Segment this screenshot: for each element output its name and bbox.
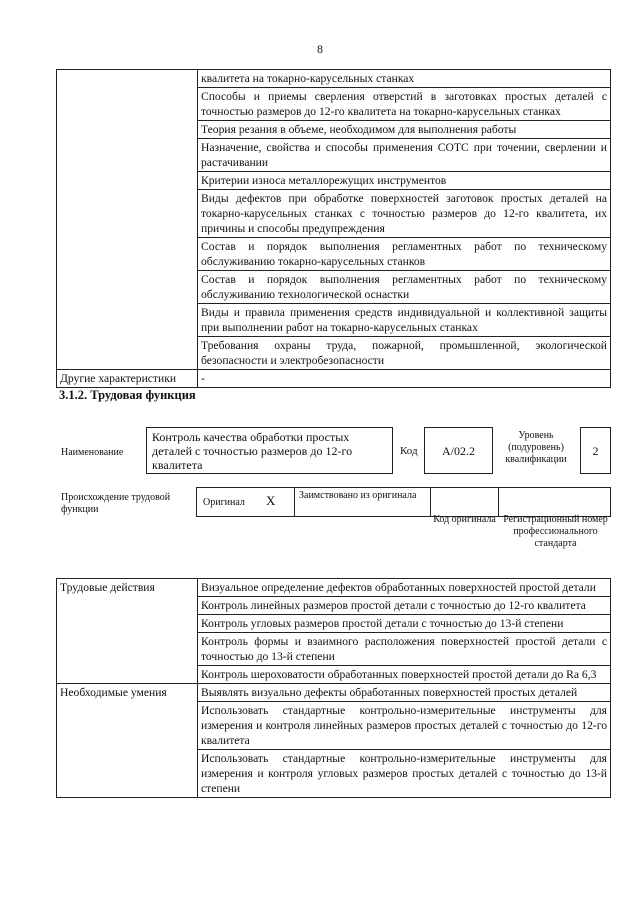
knowledge-table bbox=[56, 69, 611, 388]
knowledge-row: Требования охраны труда, пожарной, промышленной, экологической безопасности и электробезопасности bbox=[198, 337, 611, 370]
skill-row: Использовать стандартные контрольно-измерительные инструменты для измерения и контроля угловых размеров простых деталей с точностью до 13-й степени bbox=[198, 750, 611, 798]
code-label: Код bbox=[400, 445, 418, 457]
action-row: Контроль линейных размеров простой детали с точностью до 12-го квалитета bbox=[198, 597, 611, 615]
original-label: Оригинал bbox=[203, 497, 245, 508]
function-name: Контроль качества обработки простых деталей с точностью размеров до 12-го квалитета bbox=[146, 427, 393, 474]
other-characteristics-label: Другие характеристики bbox=[57, 370, 198, 388]
action-row: Визуальное определение дефектов обработанных поверхностей простой детали bbox=[198, 579, 611, 597]
original-cell bbox=[196, 487, 295, 517]
origin-label: Происхождение трудовой функции bbox=[61, 492, 171, 515]
reg-number-caption: Регистрационный номер профессионального стандарта bbox=[503, 514, 608, 549]
actions-table bbox=[56, 578, 611, 798]
reg-number-cell bbox=[498, 487, 611, 517]
original-code-caption: Код оригинала bbox=[433, 514, 496, 525]
action-row: Контроль угловых размеров простой детали с точностью до 13-й степени bbox=[198, 615, 611, 633]
original-mark: X bbox=[266, 493, 276, 508]
other-characteristics-value: - bbox=[198, 370, 611, 388]
function-code: A/02.2 bbox=[424, 427, 493, 474]
knowledge-row: Теория резания в объеме, необходимом для выполнения работы bbox=[198, 121, 611, 139]
skills-label: Необходимые умения bbox=[57, 684, 198, 798]
skill-row: Выявлять визуально дефекты обработанных поверхностей простых деталей bbox=[198, 684, 611, 702]
level-label: Уровень (подуровень) квалификации bbox=[505, 430, 567, 465]
knowledge-row: Состав и порядок выполнения регламентных работ по техническому обслуживанию токарно-карусельных станков bbox=[198, 238, 611, 271]
knowledge-row: Назначение, свойства и способы применения СОТС при точении, сверлении и растачивании bbox=[198, 139, 611, 172]
original-code-cell bbox=[430, 487, 499, 517]
knowledge-label-cell bbox=[57, 70, 198, 370]
action-row: Контроль шероховатости обработанных поверхностей простой детали до Ra 6,3 bbox=[198, 666, 611, 684]
name-label: Наименование bbox=[61, 447, 124, 458]
borrowed-label: Заимствовано из оригинала bbox=[299, 490, 417, 501]
knowledge-row: Виды дефектов при обработке поверхностей заготовок простых деталей на токарно-карусельных станках с точностью размеров до 12-го квалитета, их причины и способы предупреждения bbox=[198, 190, 611, 238]
page-number: 8 bbox=[317, 42, 323, 56]
section-title: 3.1.2. Трудовая функция bbox=[59, 388, 196, 402]
knowledge-row: Критерии износа металлорежущих инструментов bbox=[198, 172, 611, 190]
actions-label: Трудовые действия bbox=[57, 579, 198, 684]
action-row: Контроль формы и взаимного расположения поверхностей простой детали с точностью до 13-й степени bbox=[198, 633, 611, 666]
skill-row: Использовать стандартные контрольно-измерительные инструменты для измерения и контроля линейных размеров простых деталей с точностью до 12-го квалитета bbox=[198, 702, 611, 750]
knowledge-row: Состав и порядок выполнения регламентных работ по техническому обслуживанию технологической оснастки bbox=[198, 271, 611, 304]
knowledge-row: Способы и приемы сверления отверстий в заготовках простых деталей с точностью размеров до 12-го квалитета на токарно-карусельных станках bbox=[198, 88, 611, 121]
knowledge-row: квалитета на токарно-карусельных станках bbox=[198, 70, 611, 88]
borrowed-cell bbox=[294, 487, 431, 517]
knowledge-row: Виды и правила применения средств индивидуальной и коллективной защиты при выполнении работ на токарно-карусельных станках bbox=[198, 304, 611, 337]
level-value: 2 bbox=[580, 427, 611, 474]
